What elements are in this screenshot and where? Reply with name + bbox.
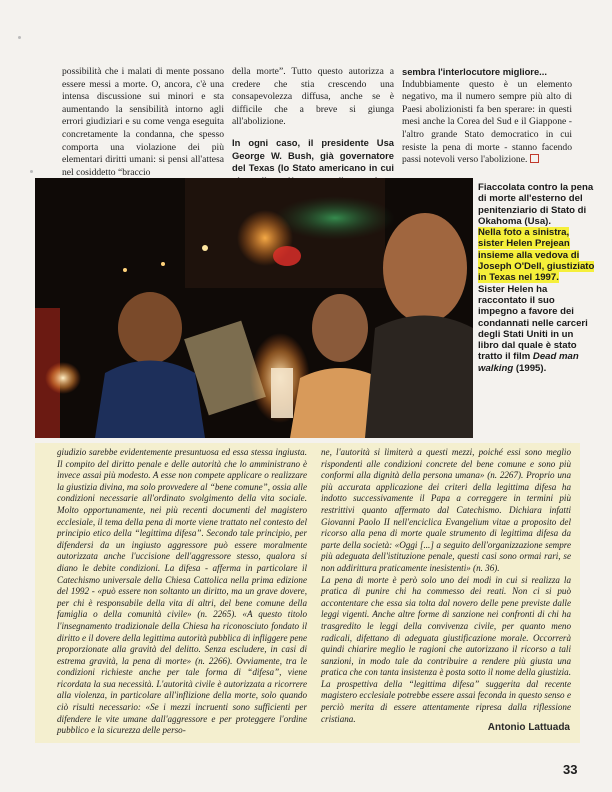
column-text: della morte”. Tutto questo autorizza a credere che stia crescendo una consapevolezza diffusa, anche se è difficile che a breve si giunga all'abolizione. (232, 66, 394, 128)
article-column-3 (402, 66, 572, 167)
column-text: possibilità che i malati di mente possano essere messi a morte. O, ancora, c'è una intensa discussione sui minori e sta aumentando la sensibilità intorno agli errori giudiziari e su come venga eseguita concretamente la condanna, che spesso comporta una violazione dei più elementari diritti umani: si pensi all'attesa nel cosiddetto “braccio (62, 66, 224, 178)
sidebar-paragraph: ne, l'autorità si limiterà a questi mezzi, poiché essi sono meglio rispondenti alle condizioni concrete del bene comune e sono più conformi alla dignità della persona umana» (n. 2267). Proprio una più accurata applicazione dei criteri della legittima difesa ha indotto successivamente il Papa a correggere in termini più restrittivi quanto affermato dal Catechismo. Dichiara infatti Giovanni Paolo II nell'enciclica Evangelium vitae a proposito del ricorso alla pena di morte quale strumento di legittima difesa da parte della società: «Oggi [...] a seguito dell'organizzazione sempre più adeguata dell'istituzione penale, questi casi sono ormai rari, se non addirittura praticamente inesistenti» (n. 36). (321, 447, 571, 573)
photo-caption (478, 182, 596, 374)
film-title: Dead man walking (478, 351, 579, 374)
column-text: Indubbiamente questo è un elemento negativo, ma il numero sempre più alto di Paesi abolizionisti fa ben sperare: in questi mesi anche la Corea del Sud e il Giappone - l'altro grande Stato democratico in cui resiste la pena di morte - stanno facendo passi notevoli verso l'abolizione. (402, 78, 572, 166)
photo-illustration (35, 178, 473, 438)
caption-text: Sister Helen ha raccontato il suo impegno a favore dei condannati nelle carceri degli Stati Uniti in un libro dal quale è stato tratto il film (478, 283, 588, 363)
caption-text: Fiaccolata contro la pena di morte all'esterno del penitenziario di Stato di Okahoma (Usa). (478, 182, 594, 227)
sidebar-column-left (57, 447, 307, 737)
scan-speck (30, 170, 33, 173)
author-signature: Antonio Lattuada (487, 722, 570, 733)
page-number: 33 (563, 762, 578, 777)
sidebar-paragraph: La pena di morte è però solo uno dei modi in cui si realizza la pratica di punire chi ha commesso dei reati. Non ci si può accontentare che essa sia tolta dal novero delle pene previste dalle leggi vigenti. Anche altre forme di sanzione nei confronti di chi ha trasgredito le leggi della convivenza civile, per quanto meno radicali, difettano di adeguata giustificazione morale. Occorrerà quindi chiarire meglio le ragioni che autorizzano il ricorso a tali sanzioni, in modo tale da contribuire a rendere più giusta una pratica che con tanta insistenza è posta sotto il nome della giustizia. La prospettiva della “legittima difesa” suggerita dal recente magistero ecclesiale potrebbe essere assai feconda in questo senso e perciò merita di essere attentamente ripresa dalla riflessione cristiana. (321, 574, 571, 724)
end-of-article-mark (530, 154, 539, 163)
column-bold-text: In ogni caso, il presidente Usa George W. Bush, già governatore del Texas (lo Stato americano in cui (232, 136, 394, 174)
article-column-1 (62, 66, 224, 179)
scan-speck (18, 36, 21, 39)
film-year: (1995). (515, 362, 547, 374)
sidebar-column-right (321, 447, 571, 725)
sidebar-paragraph: giudizio sarebbe evidentemente presuntuosa ed essa stessa ingiusta. Il compito del diritto penale e delle autorità che lo amministrano è invece assai più modesto. A esse non compete applicare o realizzare la giustizia divina, ma solo provvedere al “bene comune”, ossia alle condizioni necessarie all'ordinato svolgimento della vita sociale. Molto opportunamente, nei più recenti documenti del magistero ecclesiale, il tema della pena di morte viene trattato nel contesto del principio etico della “legittima difesa”. Secondo tale principio, per difendersi da un ingiusto aggressore può essere moralmente autorizzata anche l'uccisione dell'aggressore stesso, qualora si diano le debite condizioni. La difesa - afferma in particolare il Catechismo universale della Chiesa Cattolica nella prima edizione del 1992 - «può essere non soltanto un diritto, ma un grave dovere, per chi è responsabile della vita di altri, del bene comune della famiglia o della comunità civile» (n. 2265). «A questo titolo l'insegnamento tradizionale della Chiesa ha riconosciuto fondato il diritto e il dovere della legittima autorità pubblica di infliggere pene proporzionate alla gravità del delitto. Senza escludere, in casi di estrema gravità, la pena di morte» (n. 2266). Ovviamente, tra le condizioni richieste anche per tale forma di “difesa”, viene ricordata la sua necessità. L'autorità civile è autorizzata a ricorrere alla violenza, in particolare all'inflizione della morte, solo quando ciò risulti necessario: «Se i mezzi incruenti sono sufficienti per difendere le vite umane dall'aggressore e per proteggere l'ordine pubblico e la sicurezza delle perso- (57, 447, 307, 736)
caption-highlight: Nella foto a sinistra, sister Helen Prejean insieme alla vedova di Joseph O'Dell, giustiziato in Texas nel 1997. (478, 227, 595, 284)
candlelight-vigil-photo (35, 178, 473, 438)
sidebar-box (35, 443, 580, 743)
column-bold-text: sembra l'interlocutore migliore... (402, 66, 547, 77)
